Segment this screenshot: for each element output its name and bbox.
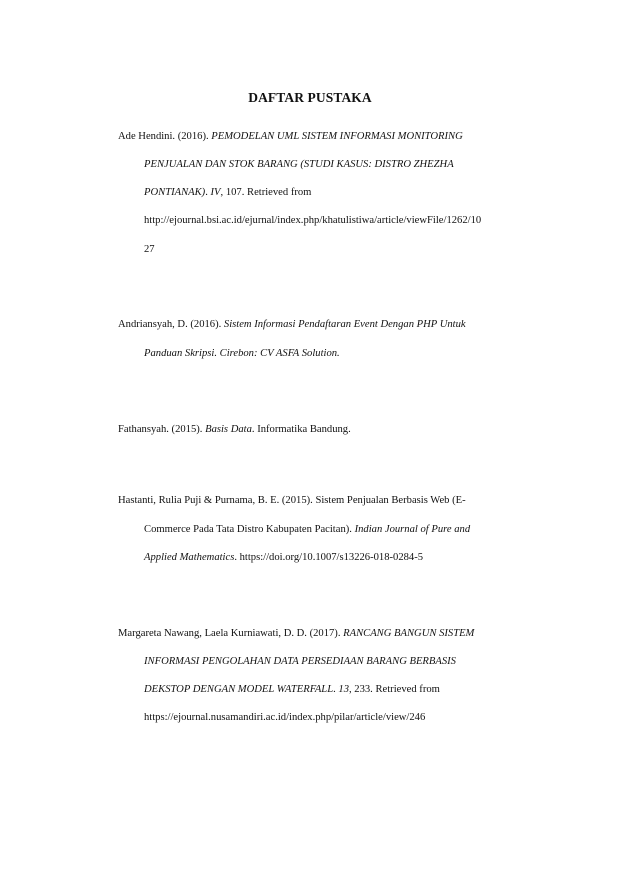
reference-text-segment: 27	[144, 244, 155, 255]
reference-text-segment: DEKSTOP DENGAN MODEL WATERFALL	[144, 684, 334, 695]
reference-2-line-1	[118, 318, 466, 332]
page-title: DAFTAR PUSTAKA	[248, 90, 372, 105]
reference-text-segment: Indian Journal of Pure and	[354, 524, 471, 535]
reference-text-segment: Andriansyah, D. (2016).	[118, 319, 224, 330]
reference-text-segment: IV	[210, 187, 221, 198]
reference-5-line-1	[118, 627, 474, 641]
reference-2-line-2	[144, 347, 340, 361]
reference-text-segment: .	[333, 684, 339, 695]
reference-4-line-2	[144, 523, 470, 537]
reference-1-line-5	[144, 243, 155, 257]
reference-text-segment: Sistem Informasi Pendaftaran Event Dengan PHP Untuk	[223, 319, 466, 330]
reference-text-segment: Panduan Skripsi. Cirebon: CV ASFA Solution.	[144, 348, 340, 359]
reference-1-line-2	[144, 158, 454, 172]
reference-text-segment: http://ejournal.bsi.ac.id/ejurnal/index.php/khatulistiwa/article/viewFile/1262/10	[144, 215, 482, 226]
reference-text-segment: PEMODELAN UML SISTEM INFORMASI MONITORING	[211, 131, 463, 142]
reference-text-segment: . Informatika Bandung.	[251, 424, 351, 435]
reference-text-segment: 13	[338, 684, 349, 695]
reference-text-segment: . https://doi.org/10.1007/s13226-018-0284-5	[234, 552, 424, 563]
reference-3-line-1	[118, 423, 351, 437]
reference-text-segment: RANCANG BANGUN SISTEM	[343, 628, 475, 639]
reference-1-line-4	[144, 214, 481, 228]
reference-text-segment: PONTIANAK)	[144, 187, 206, 198]
reference-text-segment: Commerce Pada Tata Distro Kabupaten Pacitan).	[144, 524, 355, 535]
reference-text-segment: Margareta Nawang, Laela Kurniawati, D. D. (2017).	[118, 628, 344, 639]
reference-4-line-3	[144, 551, 423, 565]
reference-text-segment: Fathansyah. (2015).	[118, 424, 206, 435]
reference-text-segment: .	[205, 187, 211, 198]
reference-text-segment: Ade Hendini. (2016).	[118, 131, 212, 142]
reference-text-segment: https://ejournal.nusamandiri.ac.id/index.php/pilar/article/view/246	[144, 712, 426, 723]
reference-5-line-2	[144, 655, 456, 669]
reference-1-line-3	[144, 186, 311, 200]
reference-1-line-1	[118, 130, 463, 144]
reference-5-line-4	[144, 711, 425, 725]
reference-text-segment: , 233. Retrieved from	[348, 684, 440, 695]
reference-text-segment: Basis Data	[205, 424, 252, 435]
reference-text-segment: PENJUALAN DAN STOK BARANG (STUDI KASUS: DISTRO ZHEZHA	[144, 159, 454, 170]
reference-text-segment: Applied Mathematics	[144, 552, 235, 563]
reference-4-line-1	[118, 494, 466, 508]
reference-text-segment: INFORMASI PENGOLAHAN DATA PERSEDIAAN BARANG BERBASIS	[144, 656, 456, 667]
reference-5-line-3	[144, 683, 440, 697]
reference-text-segment: Hastanti, Rulia Puji & Purnama, B. E. (2015). Sistem Penjualan Berbasis Web (E-	[118, 495, 466, 506]
reference-text-segment: , 107. Retrieved from	[220, 187, 312, 198]
